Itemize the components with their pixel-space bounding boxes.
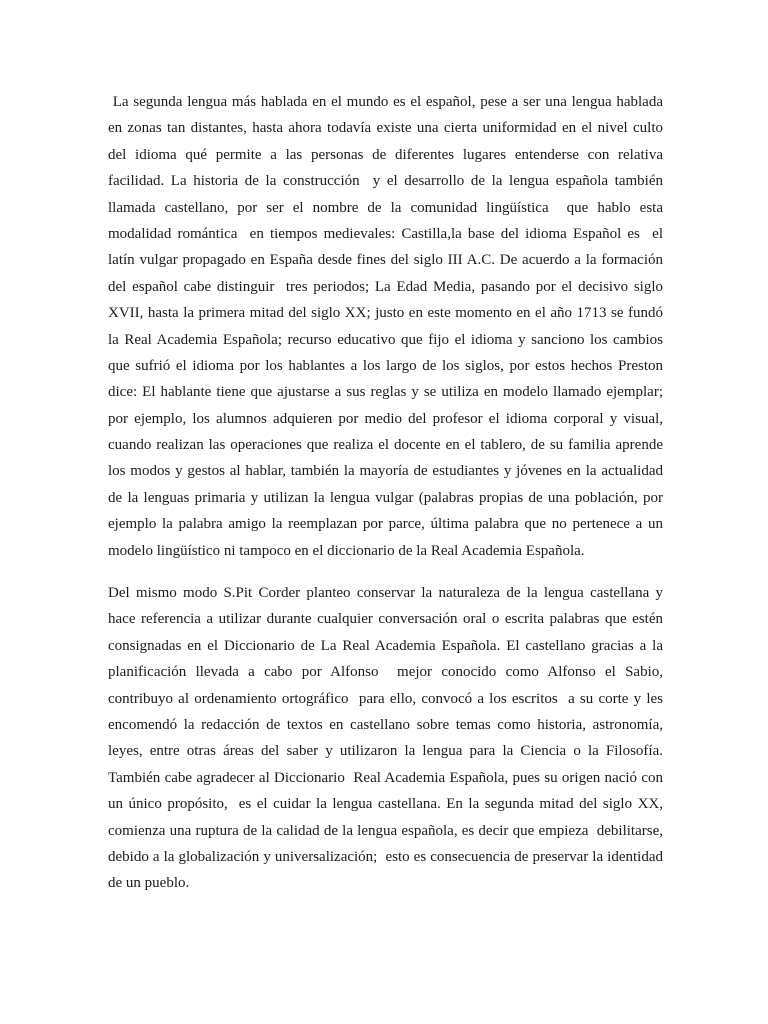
text-line: los modos y gestos al hablar, también la mayoría de estudiantes y jóvenes en la actualidad — [108, 463, 663, 480]
text-line: encomendó la redacción de textos en castellano sobre temas como historia, astronomía, — [108, 716, 663, 733]
paragraph — [108, 89, 663, 564]
text-line: comienza una ruptura de la calidad de la lengua española, es decir que empieza debilitarse, — [108, 822, 663, 839]
text-line: hace referencia a utilizar durante cualquier conversación oral o escrita palabras que estén — [108, 611, 663, 628]
text-line: También cabe agradecer al Diccionario Real Academia Española, pues su origen nació con — [108, 769, 663, 786]
text-line: la Real Academia Española; recurso educativo que fijo el idioma y sanciono los cambios — [108, 331, 663, 348]
text-line: facilidad. La historia de la construcción y el desarrollo de la lengua española también — [108, 173, 663, 190]
text-line: modalidad romántica en tiempos medievales: Castilla,la base del idioma Español es el — [108, 225, 663, 242]
document-body — [108, 89, 663, 897]
text-line: La segunda lengua más hablada en el mundo es el español, pese a ser una lengua hablada — [108, 94, 663, 110]
text-line: XVII, hasta la primera mitad del siglo XX; justo en este momento en el año 1713 se fundó — [108, 305, 663, 322]
text-line: planificación llevada a cabo por Alfonso mejor conocido como Alfonso el Sabio, — [108, 664, 663, 681]
text-line: que sufrió el idioma por los hablantes a los largo de los siglos, por estos hechos Preston — [108, 357, 663, 374]
text-line: cuando realizan las operaciones que realiza el docente en el tablero, de su familia aprende — [108, 437, 663, 454]
text-line: latín vulgar propagado en España desde fines del siglo III A.C. De acuerdo a la formación — [108, 252, 663, 269]
text-line: dice: El hablante tiene que ajustarse a sus reglas y se utiliza en modelo llamado ejemplar; — [108, 384, 663, 401]
text-line: Del mismo modo S.Pit Corder planteo conservar la naturaleza de la lengua castellana y — [108, 585, 663, 602]
text-line: consignadas en el Diccionario de La Real Academia Española. El castellano gracias a la — [108, 637, 663, 654]
text-line: modelo lingüístico ni tampoco en el diccionario de la Real Academia Española. — [108, 542, 585, 559]
text-line: contribuyo al ordenamiento ortográfico para ello, convocó a los escritos a su corte y les — [108, 690, 663, 707]
text-line: del idioma qué permite a las personas de diferentes lugares entenderse con relativa — [108, 146, 663, 163]
text-line: ejemplo la palabra amigo la reemplazan por parce, última palabra que no pertenece a un — [108, 516, 663, 533]
text-line: llamada castellano, por ser el nombre de la comunidad lingüística que hablo esta — [108, 199, 663, 216]
paragraph — [108, 580, 663, 897]
text-line: debido a la globalización y universalización; esto es consecuencia de preservar la identidad — [108, 848, 663, 865]
text-line: de un pueblo. — [108, 875, 190, 892]
text-line: de la lenguas primaria y utilizan la lengua vulgar (palabras propias de una población, por — [108, 489, 663, 506]
text-line: por ejemplo, los alumnos adquieren por medio del profesor el idioma corporal y visual, — [108, 410, 663, 427]
text-line: un único propósito, es el cuidar la lengua castellana. En la segunda mitad del siglo XX, — [108, 796, 663, 813]
text-line: en zonas tan distantes, hasta ahora todavía existe una cierta uniformidad en el nivel culto — [108, 120, 663, 137]
text-line: del español cabe distinguir tres periodos; La Edad Media, pasando por el decisivo siglo — [108, 278, 663, 295]
text-line: leyes, entre otras áreas del saber y utilizaron la lengua para la Ciencia o la Filosofía. — [108, 743, 663, 760]
